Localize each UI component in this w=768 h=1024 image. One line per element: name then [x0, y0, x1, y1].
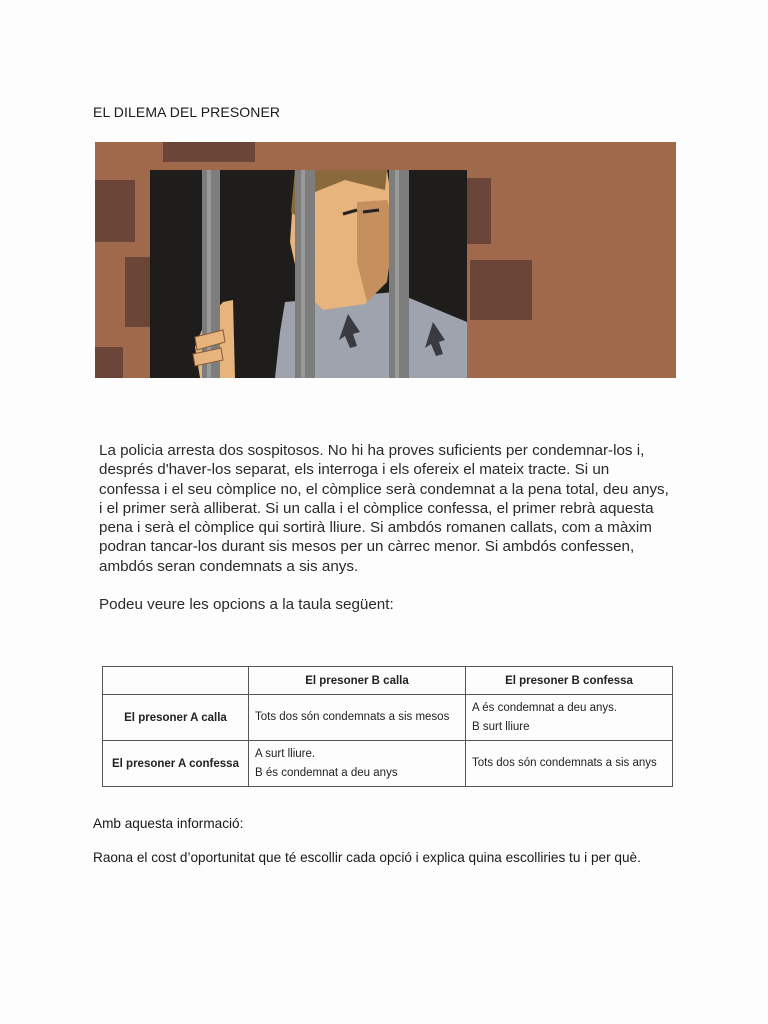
question-text: Raona el cost d’oportunitat que té escollir cada opció i explica quina escolliries tu i per què. [93, 850, 641, 865]
intro-paragraph: La policia arresta dos sospitosos. No hi ha proves suficients per condemnar-los i, després d'haver-los separat, els interroga i els ofereix el mateix tracte. Si un confessa i el seu còmplice no, el còmplice serà condemnat a la pena total, deu anys, i el primer serà alliberat. Si un calla i el còmplice confessa, el primer rebrà aquesta pena i serà el còmplice qui sortirà lliure. Si ambdós romanen callats, com a màxim podran tancar-los durant sis mesos per un càrrec menor. Si ambdós confessen, ambdós seran condemnats a sis anys. [99, 442, 669, 575]
table-corner-cell [103, 667, 249, 695]
intro-section [99, 441, 674, 614]
cell-text: A és condemnat a deu anys. [472, 701, 618, 714]
cell-a-confess-b-silent [249, 741, 466, 787]
info-text: Amb aquesta informació: [93, 816, 244, 831]
cell-text: B és condemnat a deu anys [255, 766, 398, 779]
payoff-table [102, 666, 673, 787]
row-label-a-confess: El presoner A confessa [103, 741, 249, 787]
header-b-silent: El presoner B calla [249, 667, 466, 695]
cell-a-confess-b-confess [466, 741, 673, 787]
row-label-a-silent: El presoner A calla [103, 695, 249, 741]
table-row [103, 695, 673, 741]
table-lead-text: Podeu veure les opcions a la taula següent: [99, 596, 394, 614]
cell-text: Tots dos són condemnats a sis anys [472, 757, 657, 769]
table-row [103, 741, 673, 787]
prisoner-illustration [95, 142, 676, 378]
cell-a-silent-b-confess [466, 695, 673, 741]
table-header-row [103, 667, 673, 695]
cell-text: B surt lliure [472, 720, 530, 733]
cell-a-silent-b-silent [249, 695, 466, 741]
header-b-confess: El presoner B confessa [466, 667, 673, 695]
cell-text: Tots dos són condemnats a sis mesos [255, 711, 450, 723]
page-title: EL DILEMA DEL PRESONER [93, 104, 281, 120]
cell-text: A surt lliure. [255, 747, 316, 760]
